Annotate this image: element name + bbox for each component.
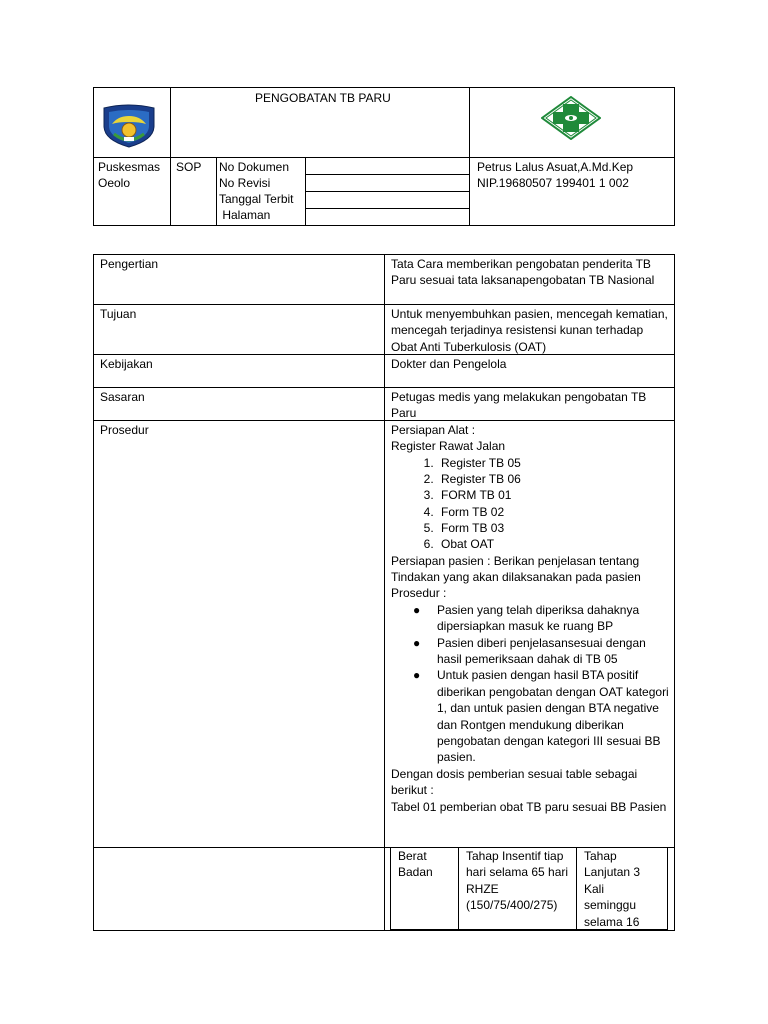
doc-field-value <box>309 193 467 207</box>
header-divider <box>305 191 470 192</box>
dose-header: Tahap Insentif tiap hari selama 65 hari RHZE (150/75/400/275) <box>466 849 569 913</box>
row-label-pengertian: Pengertian <box>100 257 159 271</box>
list-item: 2. Register TB 06 <box>437 471 669 487</box>
table-border <box>93 254 94 931</box>
doc-field-label: No Revisi <box>219 176 271 190</box>
row-label-sasaran: Sasaran <box>100 390 145 404</box>
dose-table-divider <box>458 847 459 930</box>
doc-field-label: Tanggal Terbit <box>219 192 294 206</box>
pasien-text: Persiapan pasien : Berikan penjelasan tentang Tindakan yang akan dilaksanakan pada pasien <box>391 553 641 584</box>
bullet-text: Pasien diberi penjelasansesuai dengan hasil pemeriksaan dahak di TB 05 <box>437 635 646 667</box>
row-label-tujuan: Tujuan <box>100 307 137 321</box>
dosis-text: Dengan dosis pemberian sesuai table sebagai berikut : <box>391 766 638 798</box>
signatory-nip: NIP.19680507 199401 1 002 <box>477 176 629 190</box>
bullet-text: Untuk pasien dengan hasil BTA positif diberikan pengobatan dengan OAT kategori 1, dan untuk pasien dengan BTA negative dan Rontgen mendukung diberikan pengobatan dengan kategori III sesuai BB pasien. <box>437 668 669 765</box>
tabel-caption: Tabel 01 pemberian obat TB paru sesuai BB Pasien <box>391 799 667 814</box>
list-item: 1. Register TB 05 <box>437 455 669 471</box>
bullet-icon: ● <box>413 635 421 650</box>
row-label-kebijakan: Kebijakan <box>100 357 153 371</box>
list-item: 6. Obat OAT <box>437 536 669 552</box>
sop-label: SOP <box>176 160 202 174</box>
row-content-tujuan: Untuk menyembuhkan pasien, mencegah kematian, mencegah terjadinya resistensi kunan terhadap Obat Anti Tuberkulosis (OAT) <box>391 307 668 354</box>
register-text: Register Rawat Jalan <box>391 439 506 454</box>
table-border <box>384 254 385 931</box>
row-content-kebijakan: Dokter dan Pengelola <box>391 357 507 371</box>
table-border <box>674 254 675 931</box>
table-border <box>93 387 675 388</box>
page-title: PENGOBATAN TB PARU <box>255 91 391 105</box>
bullet-icon: ● <box>413 668 421 683</box>
header-divider <box>305 208 470 209</box>
header-border-top <box>93 87 675 88</box>
header-divider <box>305 174 470 175</box>
institution-name: Puskesmas Oeolo <box>98 160 161 191</box>
doc-field-label: Halaman <box>219 208 271 222</box>
bullet-text: Pasien yang telah diperiksa dahaknya dipersiapkan masuk ke ruang BP <box>437 602 640 634</box>
list-item: 4. Form TB 02 <box>437 504 669 520</box>
list-item <box>413 635 669 668</box>
doc-field-value <box>309 159 467 173</box>
doc-field-value <box>309 210 467 224</box>
list-item <box>413 667 669 765</box>
dose-header: Tahap Lanjutan 3 Kali seminggu selama 16 <box>584 849 641 929</box>
list-item: 3. FORM TB 01 <box>437 487 669 503</box>
header-border-bottom <box>93 225 675 226</box>
doc-field-label: No Dokumen <box>219 160 290 174</box>
row-content-pengertian: Tata Cara memberikan pengobatan penderita TB Paru sesuai tata laksanapengobatan TB Nasional <box>391 257 655 288</box>
dose-header: Berat Badan <box>398 849 433 880</box>
bullet-icon: ● <box>413 602 421 617</box>
alat-list <box>391 455 669 553</box>
header-divider <box>93 157 675 158</box>
header-divider <box>216 157 217 226</box>
list-item <box>413 602 669 635</box>
doc-field-value <box>309 176 467 190</box>
row-label-prosedur: Prosedur <box>100 423 149 437</box>
list-item: 5. Form TB 03 <box>437 520 669 536</box>
health-cross-logo-icon <box>541 96 601 140</box>
prosedur-content <box>391 422 669 815</box>
signatory-name: Petrus Lalus Asuat,A.Md.Kep <box>477 160 634 174</box>
row-content-sasaran: Petugas medis yang melakukan pengobatan TB Paru <box>391 390 647 421</box>
table-border <box>93 304 675 305</box>
alat-title: Persiapan Alat : <box>391 423 476 437</box>
dose-table-divider <box>576 847 577 930</box>
prosedur-bullets <box>391 602 669 766</box>
regency-emblem-icon <box>100 104 158 148</box>
prosedur-title: Prosedur : <box>391 586 447 601</box>
